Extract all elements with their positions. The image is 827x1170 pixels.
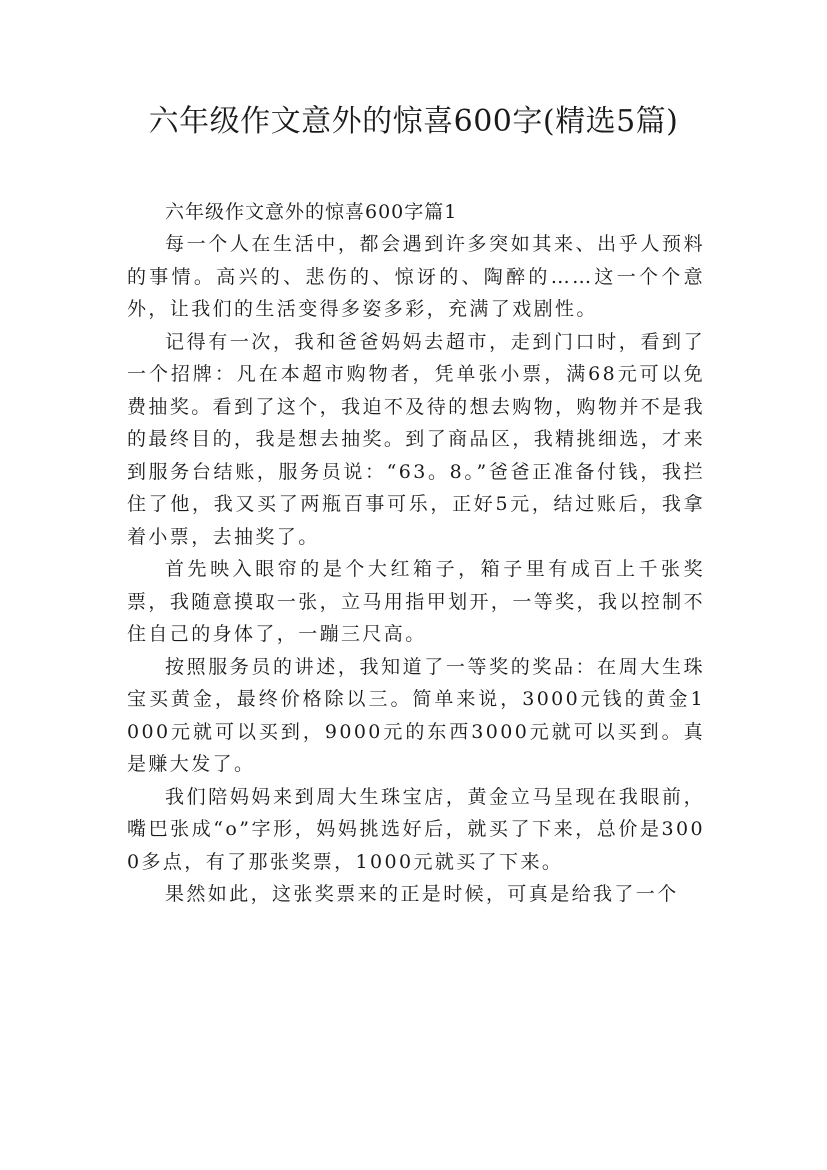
paragraph-4: 按照服务员的讲述，我知道了一等奖的奖品：在周大生珠宝买黄金，最终价格除以三。简单来说，3000元钱的黄金1000元就可以买到，9000元的东西3000元就可以买到。真是赚大发了。 <box>127 655 705 775</box>
paragraph-3: 首先映入眼帘的是个大红箱子，箱子里有成百上千张奖票，我随意摸取一张，立马用指甲划开，一等奖，我以控制不住自己的身体了，一蹦三尺高。 <box>127 558 705 645</box>
paragraph-6: 果然如此，这张奖票来的正是时候，可真是给我了一个 <box>165 883 679 905</box>
paragraph-2: 记得有一次，我和爸爸妈妈去超市，走到门口时，看到了一个招牌：凡在本超市购物者，凭单张小票，满68元可以免费抽奖。看到了这个，我迫不及待的想去购物，购物并不是我的最终目的，我是想去抽奖。到了商品区，我精挑细选，才来到服务台结账，服务员说：“63。8。”爸爸正准备付钱，我拦住了他，我又买了两瓶百事可乐，正好5元，结过账后，我拿着小票，去抽奖了。 <box>127 330 705 548</box>
section-heading: 六年级作文意外的惊喜600字篇1 <box>165 201 458 223</box>
paragraph-5: 我们陪妈妈来到周大生珠宝店，黄金立马呈现在我眼前，嘴巴张成“o”字形，妈妈挑选好后，就买了下来，总价是3000多点，有了那张奖票，1000元就买了下来。 <box>127 785 705 873</box>
paragraph-1: 每一个人在生活中，都会遇到许多突如其来、出乎人预料的事情。高兴的、悲伤的、惊讶的、陶醉的……这一个个意外，让我们的生活变得多姿多彩，充满了戏剧性。 <box>127 233 705 320</box>
document-body <box>127 196 705 911</box>
document-title: 六年级作文意外的惊喜600字(精选5篇) <box>148 104 679 139</box>
